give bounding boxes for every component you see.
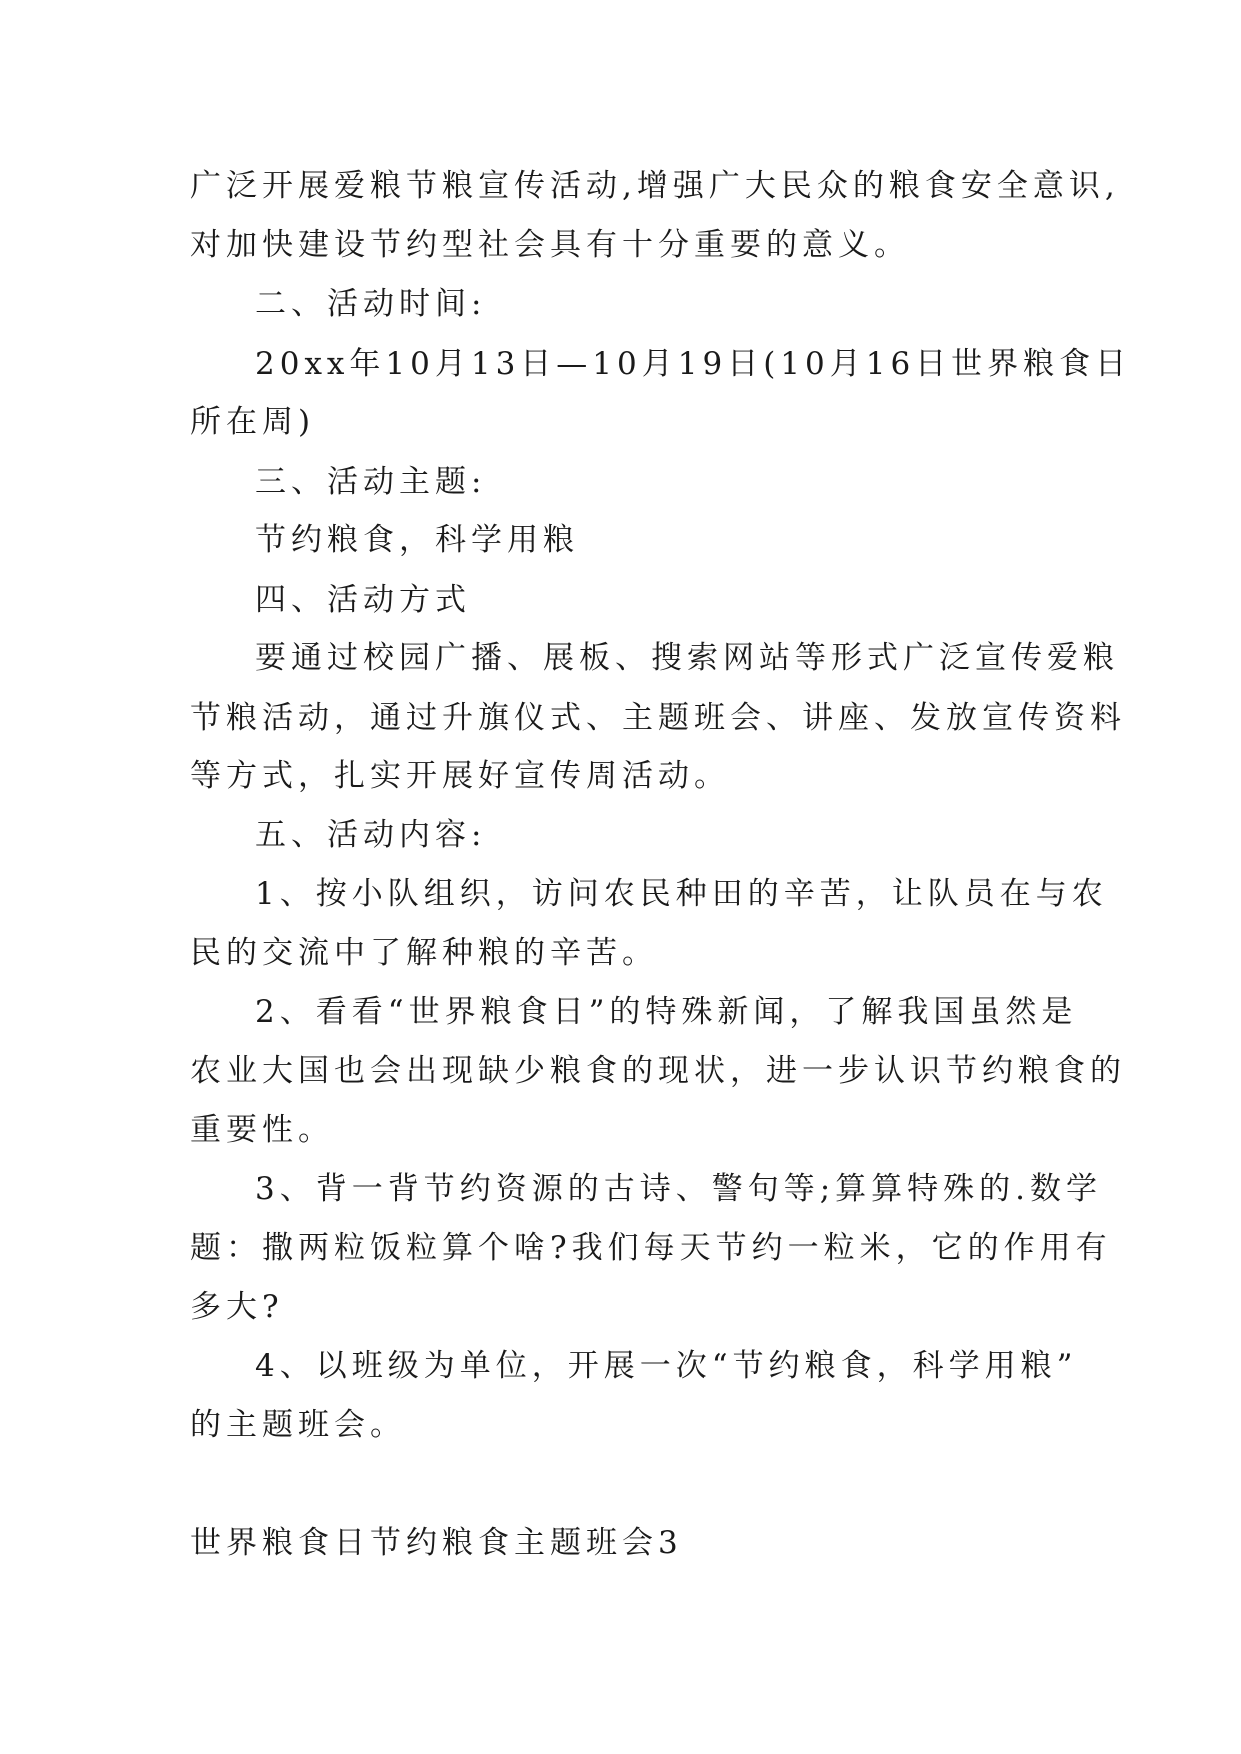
list-item-line: 3、背一背节约资源的古诗、警句等;算算特殊的.数学	[255, 1171, 1103, 1207]
list-item-line: 民的交流中了解种粮的辛苦。	[190, 935, 658, 971]
section-title: 世界粮食日节约粮食主题班会3	[190, 1525, 683, 1561]
list-item-line: 4、以班级为单位，开展一次“节约粮食，科学用粮”	[255, 1348, 1078, 1384]
section-heading-activity-content: 五、活动内容:	[255, 817, 487, 853]
paragraph-line: 节粮活动，通过升旗仪式、主题班会、讲座、发放宣传资料	[190, 700, 1126, 736]
section-heading-activity-method: 四、活动方式	[255, 582, 471, 618]
list-item-line: 重要性。	[190, 1112, 334, 1148]
list-item-line: 多大?	[190, 1289, 284, 1325]
list-item-line: 农业大国也会出现缺少粮食的现状，进一步认识节约粮食的	[190, 1053, 1126, 1089]
paragraph-line: 所在周)	[190, 404, 316, 440]
paragraph-line: 等方式，扎实开展好宣传周活动。	[190, 758, 730, 794]
paragraph-line: 广泛开展爱粮节粮宣传活动,增强广大民众的粮食安全意识,	[190, 168, 1120, 204]
list-item-line: 2、看看“世界粮食日”的特殊新闻，了解我国虽然是	[255, 994, 1078, 1030]
section-heading-activity-time: 二、活动时间:	[255, 286, 487, 322]
paragraph-line: 20xx年10月13日—10月19日(10月16日世界粮食日	[255, 346, 1132, 382]
paragraph-line: 对加快建设节约型社会具有十分重要的意义。	[190, 227, 910, 263]
list-item-line: 的主题班会。	[190, 1407, 406, 1443]
paragraph-line: 节约粮食，科学用粮	[255, 522, 579, 558]
list-item-line: 1、按小队组织，访问农民种田的辛苦，让队员在与农	[255, 876, 1108, 912]
list-item-line: 题：撒两粒饭粒算个啥?我们每天节约一粒米，它的作用有	[190, 1230, 1112, 1266]
section-heading-activity-theme: 三、活动主题:	[255, 464, 487, 500]
paragraph-line: 要通过校园广播、展板、搜索网站等形式广泛宣传爱粮	[255, 640, 1119, 676]
